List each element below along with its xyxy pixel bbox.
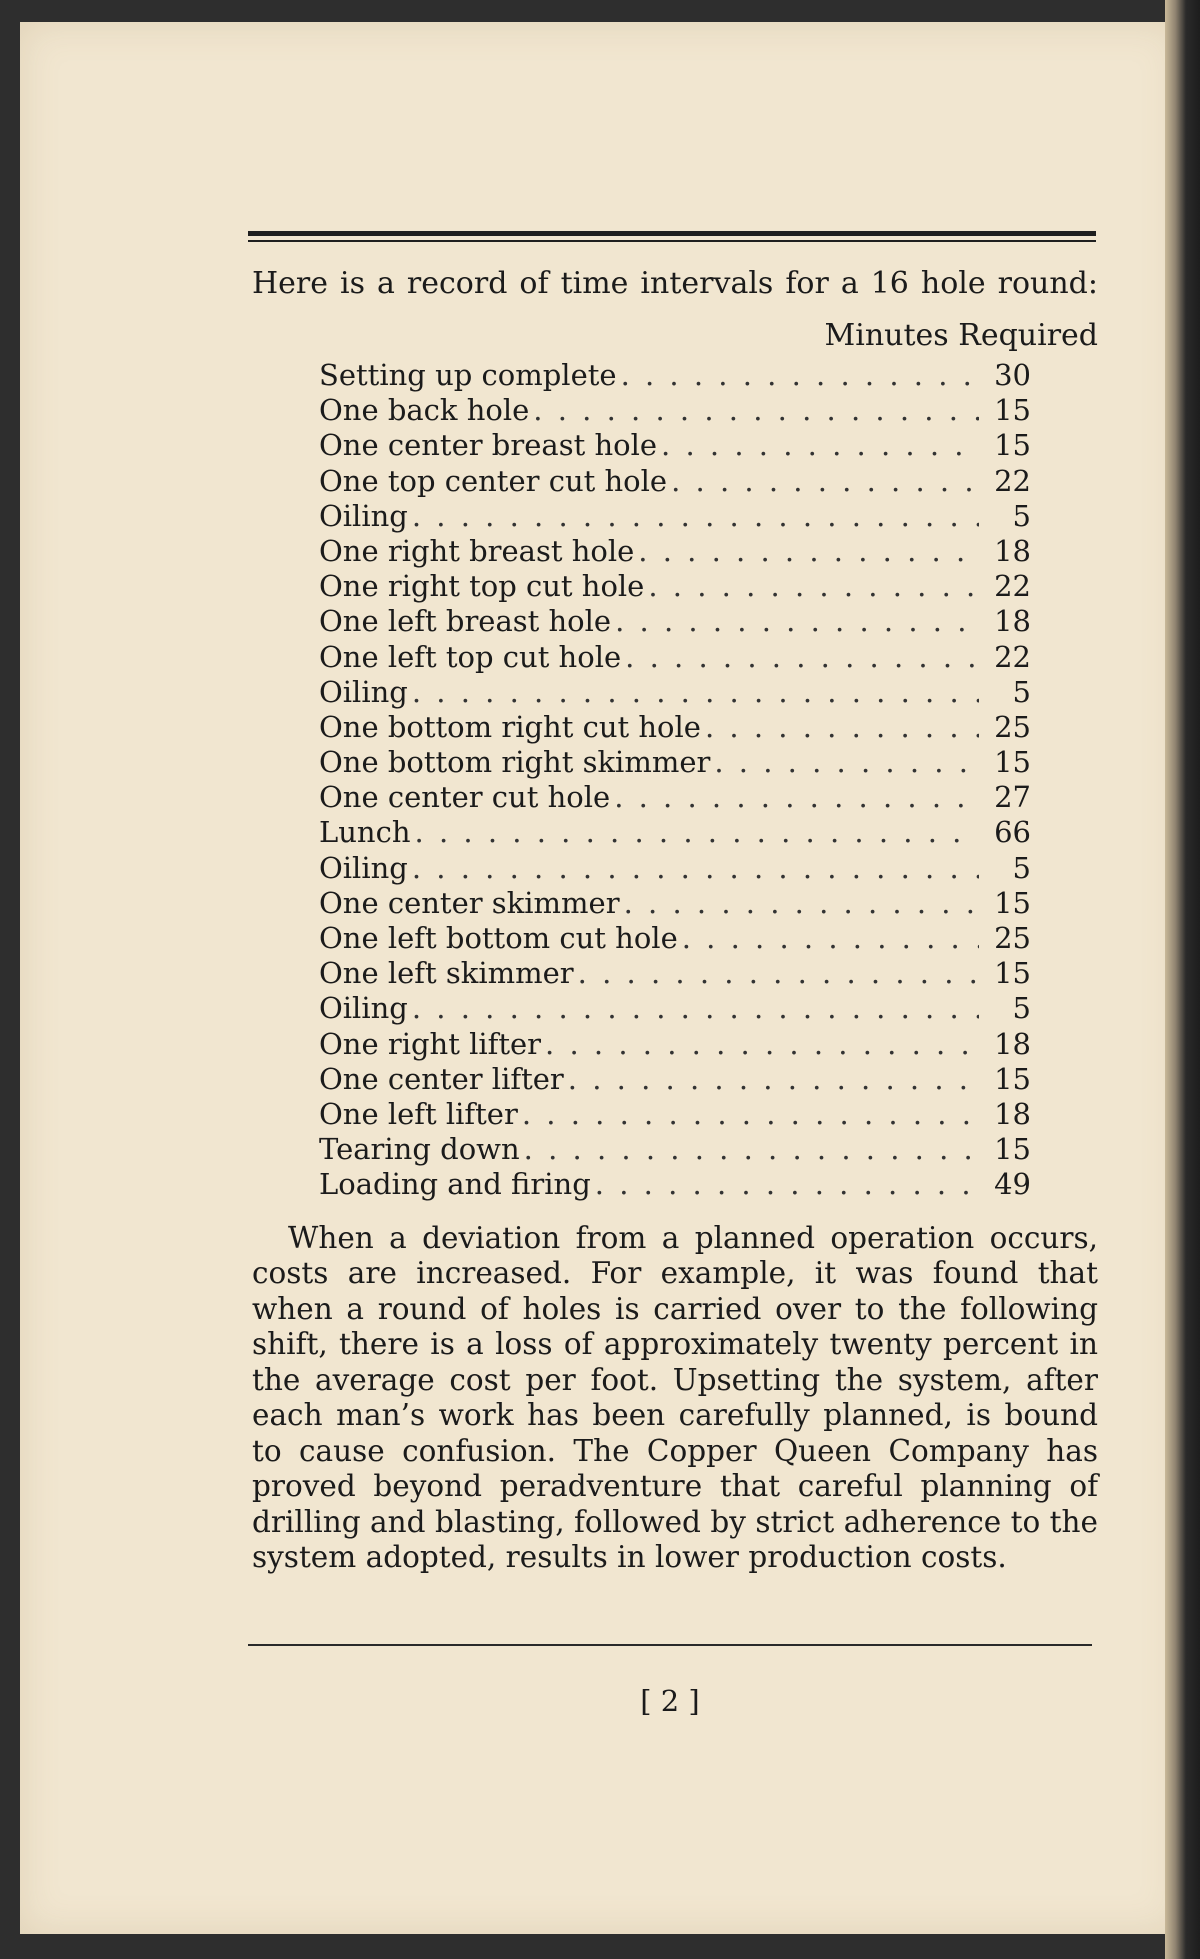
row-minutes: 15	[994, 885, 1031, 920]
table-row	[319, 921, 1031, 956]
row-label: Oiling	[319, 850, 408, 885]
row-label: One left skimmer	[319, 956, 574, 991]
row-minutes: 18	[994, 1026, 1031, 1061]
row-minutes: 25	[994, 709, 1031, 744]
book-binding-edge	[1165, 0, 1200, 1959]
top-double-rule	[248, 231, 1096, 236]
dot-leader	[412, 991, 979, 1026]
dot-leader	[671, 464, 979, 499]
table-row	[319, 604, 1031, 639]
row-label: One left breast hole	[319, 604, 612, 639]
dot-leader	[412, 499, 979, 534]
table-row	[319, 640, 1031, 675]
dot-leader	[524, 1132, 979, 1167]
row-label: One right breast hole	[319, 533, 635, 568]
row-minutes: 25	[994, 921, 1031, 955]
dot-leader	[621, 358, 979, 393]
row-minutes: 66	[994, 815, 1031, 850]
dot-leader	[714, 745, 979, 780]
dot-leader	[545, 1027, 979, 1062]
row-label: One top center cut hole	[319, 463, 668, 498]
dot-leader	[568, 1062, 979, 1097]
row-label: Loading and firing	[319, 1167, 591, 1202]
page-content	[252, 262, 1098, 1576]
row-label: Oiling	[319, 991, 408, 1026]
table-row	[319, 780, 1031, 815]
table-row	[319, 499, 1031, 534]
table-row	[319, 956, 1031, 991]
minutes-column-header: Minutes Required	[824, 318, 1098, 353]
row-label: One center skimmer	[319, 885, 620, 920]
row-minutes: 5	[1012, 850, 1031, 885]
dot-leader	[625, 640, 979, 675]
row-minutes: 30	[994, 358, 1031, 392]
page-number: [ 2 ]	[640, 1684, 700, 1718]
row-minutes: 22	[994, 569, 1031, 604]
row-label: One bottom right cut hole	[319, 709, 701, 744]
row-label: Tearing down	[319, 1132, 520, 1167]
row-label: One left bottom cut hole	[319, 921, 678, 955]
table-row	[319, 1132, 1031, 1167]
time-intervals-table	[319, 358, 1031, 1203]
row-label: One right top cut hole	[319, 569, 645, 604]
row-minutes: 5	[1012, 991, 1031, 1026]
dot-leader	[412, 851, 979, 886]
row-minutes: 18	[994, 604, 1031, 639]
row-minutes: 15	[994, 956, 1031, 991]
table-row	[319, 815, 1031, 850]
row-minutes: 18	[994, 1096, 1031, 1131]
top-double-rule-thin	[248, 240, 1096, 242]
dot-leader	[648, 569, 979, 604]
dot-leader	[522, 1097, 979, 1132]
table-row	[319, 428, 1031, 463]
table-row	[319, 569, 1031, 604]
dot-leader	[661, 428, 979, 463]
row-minutes: 22	[994, 639, 1031, 674]
row-minutes: 15	[994, 1132, 1031, 1167]
table-row	[319, 1167, 1031, 1202]
row-label: One center breast hole	[319, 428, 658, 463]
dot-leader	[682, 921, 979, 956]
row-label: One center cut hole	[319, 780, 611, 815]
row-label: Oiling	[319, 674, 408, 709]
dot-leader	[624, 886, 979, 921]
table-row	[319, 745, 1031, 780]
table-row	[319, 358, 1031, 393]
table-row	[319, 1062, 1031, 1097]
row-label: One left lifter	[319, 1096, 518, 1131]
table-row	[319, 534, 1031, 569]
table-row	[319, 710, 1031, 745]
row-minutes: 15	[994, 1061, 1031, 1096]
row-label: Oiling	[319, 498, 408, 533]
table-row	[319, 991, 1031, 1026]
table-row	[319, 675, 1031, 710]
dot-leader	[415, 815, 979, 850]
table-row	[319, 1097, 1031, 1132]
table-intro-heading: Here is a record of time intervals for a 16 hole round:	[252, 266, 1098, 301]
row-minutes: 15	[994, 393, 1031, 428]
dot-leader	[615, 604, 979, 639]
row-label: One right lifter	[319, 1026, 542, 1061]
table-row	[319, 851, 1031, 886]
row-minutes: 22	[994, 463, 1031, 498]
table-row	[319, 393, 1031, 428]
table-row	[319, 886, 1031, 921]
row-label: Setting up complete	[319, 358, 617, 392]
dot-leader	[595, 1167, 979, 1202]
bottom-rule	[248, 1644, 1092, 1646]
table-row	[319, 1027, 1031, 1062]
row-minutes: 15	[994, 428, 1031, 463]
row-label: One left top cut hole	[319, 639, 622, 674]
row-label: One center lifter	[319, 1061, 564, 1096]
row-minutes: 15	[994, 745, 1031, 780]
dot-leader	[705, 710, 979, 745]
row-minutes: 5	[1012, 498, 1031, 533]
row-minutes: 18	[994, 533, 1031, 568]
dot-leader	[614, 780, 979, 815]
table-row	[319, 464, 1031, 499]
row-label: One bottom right skimmer	[319, 745, 711, 780]
row-minutes: 5	[1012, 674, 1031, 709]
row-label: One back hole	[319, 393, 530, 428]
dot-leader	[578, 956, 979, 991]
dot-leader	[638, 534, 979, 569]
row-minutes: 49	[994, 1167, 1031, 1202]
dot-leader	[412, 675, 979, 710]
body-paragraph: When a deviation from a planned operation occurs, costs are increased. For example, it was found that when a round of holes is carried over to the following shift, there is a loss of approximately twenty percent in the average cost per foot. Upsetting the system, after each man’s work has been carefully planned, is bound to cause confusion. The Copper Queen Company has proved beyond peradventure that careful planning of drilling and blasting, followed by strict adherence to the system adopted, results in lower production costs.	[252, 1220, 1098, 1574]
row-minutes: 27	[994, 780, 1031, 815]
dot-leader	[533, 393, 979, 428]
row-label: Lunch	[319, 815, 411, 850]
